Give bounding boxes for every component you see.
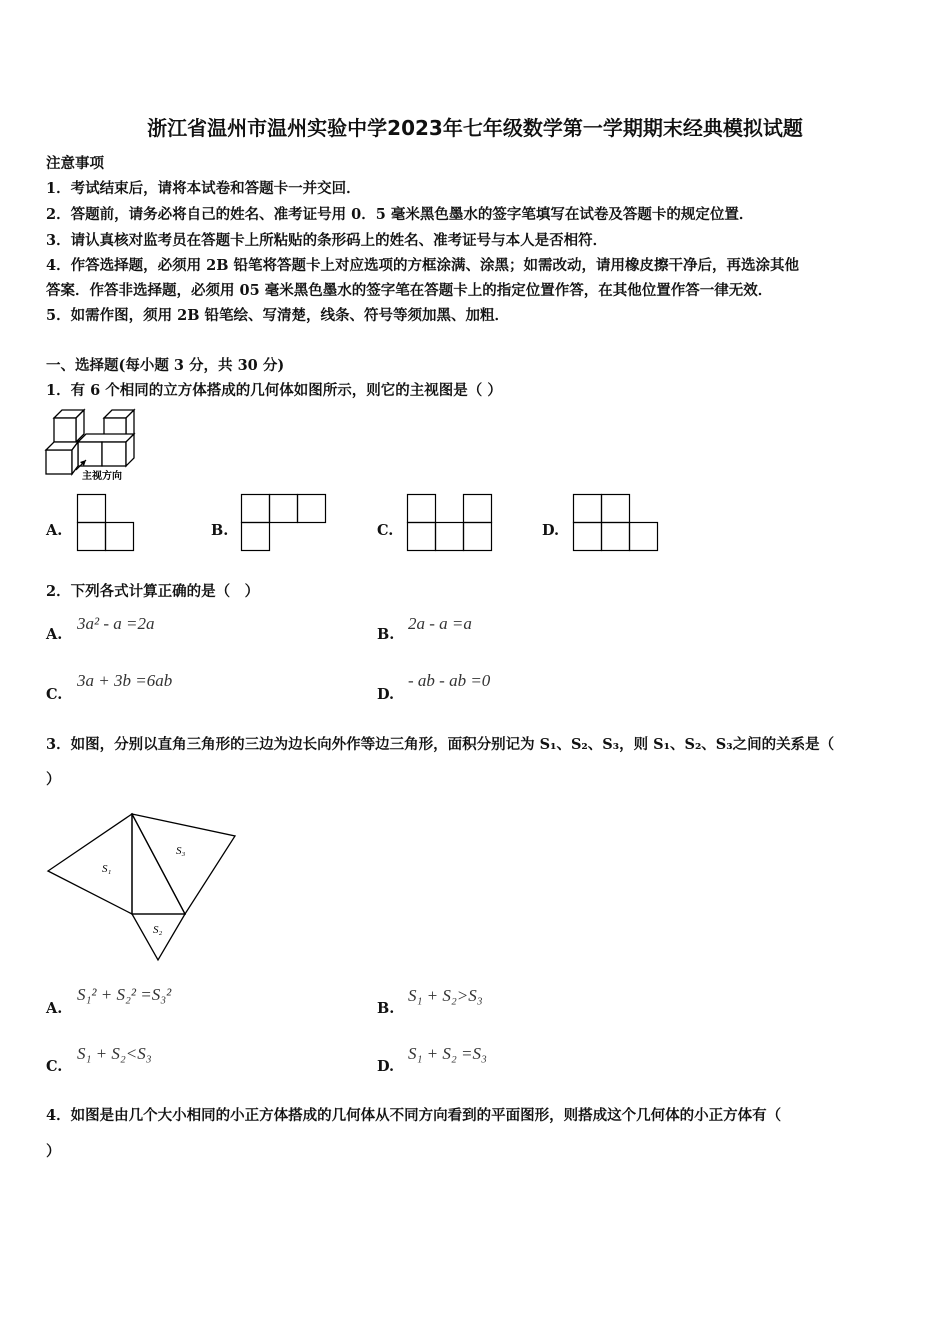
q3-option-d-expr: S₁ + S₂ =S₃	[408, 1044, 487, 1063]
q2-option-b-expr: 2a - a =a	[408, 614, 472, 633]
q2-option-d-expr: - ab - ab =0	[408, 671, 491, 690]
notice-heading: 注意事项	[46, 155, 104, 172]
q1-option-b-label: B.	[211, 522, 229, 539]
notice-item: 2．答题前，请务必将自己的姓名、准考证号用 0．5 毫米黑色墨水的签字笔填写在试卷及答题卡的规定位置．	[46, 206, 754, 223]
q2-option-b-label: B.	[377, 626, 395, 643]
q2-option-a-expr: 3a² - a =2a	[77, 614, 155, 633]
question-4-text-continued: ）	[46, 1143, 61, 1160]
q3-option-a-label: A.	[46, 1000, 63, 1017]
q1-cube-figure	[44, 404, 144, 484]
q1-option-b-figure	[241, 494, 331, 554]
q3-label-s1: S₁	[102, 863, 112, 875]
q3-label-s3: S₃	[176, 845, 186, 857]
question-3-text-continued: ）	[46, 771, 61, 788]
q3-option-b-label: B.	[377, 1000, 395, 1017]
q3-option-c-expr: S₁ + S₂<S₃	[77, 1044, 152, 1063]
q3-option-b-expr: S₁ + S₂>S₃	[408, 986, 483, 1005]
question-3-text: 3．如图，分别以直角三角形的三边为边长向外作等边三角形，面积分别记为 S₁、S₂、S₃，则 S₁、S₂、S₃之间的关系是（	[46, 736, 835, 753]
notice-item: 答案．作答非选择题，必须用 05 毫米黑色墨水的签字笔在答题卡上的指定位置作答，在其他位置作答一律无效．	[46, 282, 773, 299]
section-heading: 一、选择题(每小题 3 分，共 30 分)	[46, 357, 285, 374]
q1-option-d-figure	[573, 494, 663, 554]
q3-option-a-expr: S₁² + S₂² =S₃²	[77, 985, 172, 1004]
q2-option-d-label: D.	[377, 686, 395, 703]
q1-option-c-label: C.	[377, 522, 394, 539]
q1-figure-caption: 主视方向	[82, 471, 122, 482]
q2-option-c-expr: 3a + 3b =6ab	[77, 671, 173, 690]
q3-option-c-label: C.	[46, 1058, 63, 1075]
notice-item: 5．如需作图，须用 2B 铅笔绘、写清楚，线条、符号等须加黑、加粗．	[46, 307, 510, 324]
q1-option-a-label: A.	[46, 522, 63, 539]
question-2-text: 2．下列各式计算正确的是（ ）	[46, 583, 260, 600]
question-4-text: 4．如图是由几个大小相同的小正方体搭成的几何体从不同方向看到的平面图形，则搭成这个几何体的小正方体有（	[46, 1107, 782, 1124]
notice-item: 1．考试结束后，请将本试卷和答题卡一并交回．	[46, 180, 361, 197]
question-1-text: 1．有 6 个相同的立方体搭成的几何体如图所示，则它的主视图是（ ）	[46, 382, 502, 399]
notice-item: 4．作答选择题，必须用 2B 铅笔将答题卡上对应选项的方框涂满、涂黑；如需改动，请用橡皮擦干净后，再选涂其他	[46, 257, 800, 274]
q1-option-c-figure	[407, 494, 497, 554]
notice-item: 3．请认真核对监考员在答题卡上所粘贴的条形码上的姓名、准考证号与本人是否相符．	[46, 232, 608, 249]
q2-option-a-label: A.	[46, 626, 63, 643]
q3-option-d-label: D.	[377, 1058, 395, 1075]
q3-label-s2: S₂	[153, 924, 163, 936]
q3-triangle-figure	[45, 810, 240, 965]
q2-option-c-label: C.	[46, 686, 63, 703]
page-title: 浙江省温州市温州实验中学2023年七年级数学第一学期期末经典模拟试题	[147, 116, 803, 140]
q1-option-a-figure	[77, 494, 137, 554]
q1-option-d-label: D.	[542, 522, 560, 539]
